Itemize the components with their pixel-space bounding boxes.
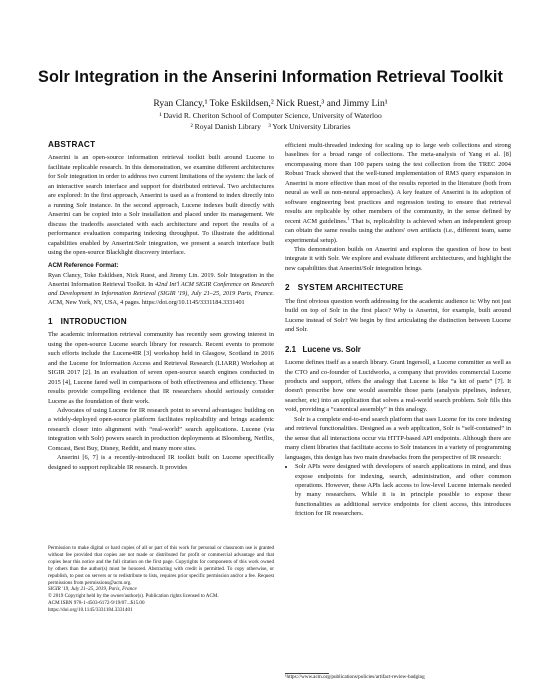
intro-paragraph-3: Anserini [6, 7] is a recently-introduced IR toolkit built on Lucene specifically designed to support replicable IR research. It provides [48,454,274,471]
acm-reference-tail: ACM, New York, NY, USA, 4 pages. https://doi.org/10.1145/3331184.3331401 [48,298,245,306]
system-architecture-heading: 2 SYSTEM ARCHITECTURE [285,283,404,293]
left-column [48,140,274,472]
footnote-marker: 1 [347,215,350,221]
affiliation-line-2: ² Royal Danish Library ³ York University Libraries [190,121,351,131]
author-list: Ryan Clancy,¹ Toke Eskildsen,² Nick Ruest,³ and Jimmy Lin¹ [153,98,388,109]
permission-isbn: ACM ISBN 978-1-4503-6172-9/19/07...$15.00 [48,600,145,607]
lucene-vs-solr-paragraph-1: Lucene defines itself as a search library. Grant Ingersoll, a Lucene committer as well as the CTO and co-founder of Lucidworks, a company that provides commercial Lucene products and support, offers the analogy that Lucene is like “a kit of parts” [7]. It doesn't prescribe how one would assemble those parts (analysis pipelines, indexer, searcher, etc) into an application that solves a real-world search problem. Solr fills this void, providing a “canonical assembly” in this analogy. [285,359,511,414]
anserini-paragraph-main: efficient multi-threaded indexing for scaling up to large web collections and strong baselines for a broad range of collections. The meta-analysis of Yang et al. [8] encompassing more than 100 papers using the test collection from the TREC 2004 Robust Track showed that the well-tuned implementation of RM3 query expansion in Anserini is more effective than most of the results reported in the literature (both from neural as well as non-neural approaches). A key feature of Anserini is its adoption of software engineering best practices and regression testing to ensure that retrieval results are replicable by other members of the community, in the sense defined by recent ACM guidelines. [285,142,511,225]
list-item: • Solr APIs were designed with developers of search applications in mind, and thus expose endpoints for indexing, search, administration, and other common operations. However, these APIs lack access to low-level Lucene internals needed by many researchers. While it is in principle possible to expose these functionalities as additional service endpoints for client access, this introduces friction for IR researchers. [295,462,511,519]
acm-reference-text [48,271,274,307]
intro-paragraph-2: Advocates of using Lucene for IR research point to several advantages: building on a widely-deployed open-source platform facilitates replicability and brings academic research closer into alignment with “real-world” search applications. Lucene (via integration with Solr) powers search in production deployments at Bloomberg, Netflix, Comcast, Best Buy, Disney, Reddit, and many more sites. [48,406,274,452]
anserini-paragraph [285,141,511,245]
paper-title: Solr Integration in the Anserini Information Retrieval Toolkit [38,68,503,86]
system-architecture-paragraph: The first obvious question worth addressing for the academic audience is: Why not just build on top of Solr in the first place? Why is Anserini, for example, built around Lucene instead of Solr? We begin by first articulating the distinction between Lucene and Solr. [285,297,511,334]
lucene-vs-solr-heading: 2.1 Lucene vs. Solr [285,344,361,354]
intro-paragraph-1: The academic information retrieval community has recently seen growing interest in using the open-source Lucene search library for research. Recent events to promote such efforts include the Lucene4IR [3] workshop held in Glasgow, Scotland in 2016 and the Lucene for Information Access and Retrieval Research (LIARR) Workshop at SIGIR 2017 [2]. In an evaluation of seven open-source search engines conducted in 2015 [4], Lucene fared well in comparisons of both effectiveness and efficiency. These results provide compelling evidence that IR researchers should seriously consider Lucene as the foundation of their work. [48,331,274,405]
anserini-paragraph-tail: That is, replicability is achieved when an independent group can obtain the same results using the authors' own artifacts (i.e., different team, same experimental setup). [285,217,511,244]
permission-block [48,545,274,614]
introduction-heading: 1 INTRODUCTION [48,316,127,326]
demo-paragraph: This demonstration builds on Anserini and explores the question of how to best integrate it with Solr. We explore and evaluate different architectures, and highlight the new capabilities that Anserini/Solr integration brings. [285,245,511,272]
lucene-vs-solr-paragraph-2: Solr is a complete end-to-end search platform that uses Lucene for its core indexing and retrieval functionalities. Designed as a web application, Solr is “self-contained” in the sense that all interactions occur via HTTP-based API endpoints. Although there are many client libraries that facilitate access to Solr instances in a variety of programming languages, this design has two main drawbacks from the perspective of IR research: [285,415,511,461]
abstract-heading: ABSTRACT [48,140,96,149]
affiliations [0,111,541,132]
acm-reference-plain: Ryan Clancy, Toke Eskildsen, Nick Ruest, and Jimmy Lin. 2019. Solr Integration in the Anserini Information Retrieval Toolkit. In [48,271,274,288]
permission-text: Permission to make digital or hard copies of all or part of this work for personal or classroom use is granted without fee provided that copies are not made or distributed for profit or commercial advantage and that copies bear this notice and the full citation on the first page. Copyrights for components of this work owned by others than the author(s) must be honored. Abstracting with credit is permitted. To copy otherwise, or republish, to post on servers or to redistribute to lists, requires prior specific permission and/or a fee. Request permissions from permissions@acm.org. [48,545,274,586]
acm-reference-venue: 42nd Int'l ACM SIGIR Conference on Research and Development in Information Retrieval (SIGIR '19), July 21–25, 2019 Paris, France. [48,280,274,297]
permission-copyright: © 2019 Copyright held by the owner/author(s). Publication rights licensed to ACM. [48,593,219,600]
permission-doi[interactable]: https://doi.org/10.1145/3331184.3331401 [48,607,133,614]
footnote-url[interactable]: ¹https://www.acm.org/publications/policies/artifact-review-badging [285,674,425,680]
acm-reference-heading: ACM Reference Format: [48,262,119,270]
permission-venue: SIGIR '19, July 21–25, 2019, Paris, France [48,586,137,593]
footnote-area [285,673,511,681]
abstract-text: Anserini is an open-source information retrieval toolkit built around Lucene to facilitate replicable research. In this demonstration, we examine different architectures for Solr integration in order to address two current limitations of the system: the lack of an interactive search interface and support for distributed retrieval. Two architectures are explored: In the first approach, Anserini is used as a frontend to index directly into a running Solr instance. In the second approach, Lucene indexes built directly with Anserini can be copied into a Solr installation and placed under its management. We discuss the tradeoffs associated with each architecture and report the results of a performance evaluation comparing indexing throughput. To illustrate the additional capabilities enabled by Anserini/Solr integration, we present a search interface built using the open-source Blacklight discovery interface. [48,154,274,256]
right-column [285,141,511,519]
drawback-list [285,462,511,519]
affiliation-line-1: ¹ David R. Cheriton School of Computer Science, University of Waterloo [159,111,382,120]
